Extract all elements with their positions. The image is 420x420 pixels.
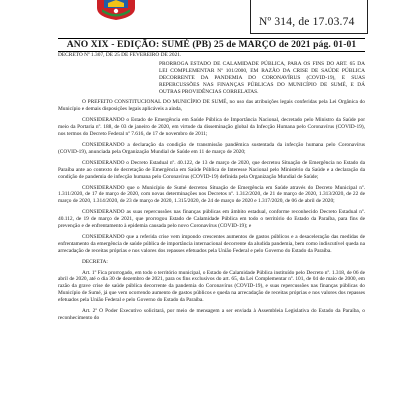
whereas-paragraph: CONSIDERANDO as suas repercussões nas finanças públicas em âmbito estadual, conforme reconhecido Decreto Estadual nº. 40.112, de 19 de março de 2021, que prorrogou Estado de Calamidade Pública em todo o território do Estado da Paraíba, para fins de prevenção e de enfrentamento à epidemia causada pelo novo Coronavírus (COVID-19); e (58, 209, 365, 230)
whereas-paragraph: CONSIDERANDO a declaração da condição de transmissão pandêmica sustentada da infecção humana pelo Coronavírus (COVID-19), anunciada pela Organização Mundial de Saúde em 11 de março de 2020; (58, 141, 365, 155)
whereas-paragraph: CONSIDERANDO que o Município de Sumé decretou Situação de Emergência em Saúde através do Decreto Municipal nº. 1.311/2020, de 17 de março de 2020, com novas determinações nos Decretos nº. 1.312/2020, de 21 de março de 2020, 1.313/2020, de 22 de março de 2020, 1.314/2020, de 23 de março de 2020, 1.315/2020, de 24 de março de 2020 e 1.317/2020, de 06 de abril de 2020; (58, 184, 365, 205)
municipal-coat-of-arms-icon (95, 0, 137, 20)
article-1: Art. 1º Fica prorrogado, em todo o território municipal, o Estado de Calamidade Pública instituído pelo Decreto nº. 1.318, de 06 de abril de 2020, até o dia 30 de dezembro de 2021, para os fins exclusivos do art. 65, da Lei Complementar nº. 101, de 04 de maio de 2000, em razão da grave crise de saúde pública decorrente da pandemia do Coronavírus (COVID-19), e suas repercussões nas finanças públicas do Município de Sumé, já que vem ocorrendo aumento de gastos públicos e queda na arrecadação de receitas próprias e nos valores dos repasses efetuados pela União Federal e pelo Governo do Estado da Paraíba. (58, 269, 365, 304)
edition-line: ANO XIX - EDIÇÃO: SUMÉ (PB) 25 de MARÇO de 2021 pág. 01-01 (66, 39, 357, 50)
registration-box (250, 0, 368, 34)
decree-summary: PRORROGA ESTADO DE CALAMIDADE PÚBLICA, PARA OS FINS DO ART. 65 DA LEI COMPLEMENTAR Nº 101/2000, EM RAZÃO DA CRISE DE SAÚDE PÚBLICA DECORRENTE DA PANDEMIA DO CORONAVÍRUS (COVID-19), E SUAS REPERCUSSÕES NAS FINANÇAS PÚBLICAS DO MUNICÍPIO DE SUMÉ, E DÁ OUTRAS PROVIDÊNCIAS CORRELATAS. (159, 60, 365, 95)
article-2: Art. 2º O Poder Executivo solicitará, por meio de mensagem a ser enviada à Assembleia Legislativa do Estado da Paraíba, o reconhecimento do (58, 308, 365, 321)
whereas-paragraph: CONSIDERANDO o Estado de Emergência em Saúde Pública de Importância Nacional, decretado pelo Ministro da Saúde por meio da Portaria nº. 188, de 03 de janeiro de 2020, em virtude da disseminação global da Infecção Humana pelo Coronavírus (COVID-19), nos termos do Decreto Federal nº 7.616, de 17 de novembro de 2011; (58, 117, 365, 138)
whereas-paragraph: CONSIDERANDO que a referida crise vem impondo crescentes aumentos de gastos públicos e a desaceleração das medidas de enfrentamento da emergência de saúde pública de importância internacional decorrente da aludida pandemia, bem como indiscutível queda na arrecadação de receitas próprias e nos valores dos repasses efetuados pela União Federal e pelo Governo do Estado da Paraíba. (58, 233, 365, 254)
whereas-paragraph: CONSIDERANDO o Decreto Estadual nº. 40.122, de 13 de março de 2020, que decretou Situação de Emergência no Estado da Paraíba ante ao contexto de decretação de Emergência em Saúde Pública de Interesse Nacional pelo Ministério da Saúde e a declaração da condição de pandemia de infecção humana pelo Coronavírus (COVID-19) definida pela Organização Mundial de Saúde; (58, 159, 365, 180)
masthead (0, 0, 420, 40)
decree-number: DECRETO Nº 1.307, DE 25 DE FEVEREIRO DE 2021. (58, 52, 182, 58)
registration-number: Nº 314, de 17.03.74 (259, 16, 355, 28)
decreta-heading: DECRETA: (82, 258, 108, 265)
document-body (58, 52, 365, 322)
preamble-paragraph: O PREFEITO CONSTITUCIONAL DO MUNICÍPIO DE SUMÉ, no uso das atribuições legais conferidas pela Lei Orgânica do Município e demais disposições legais aplicáveis a ainda, (58, 99, 365, 113)
